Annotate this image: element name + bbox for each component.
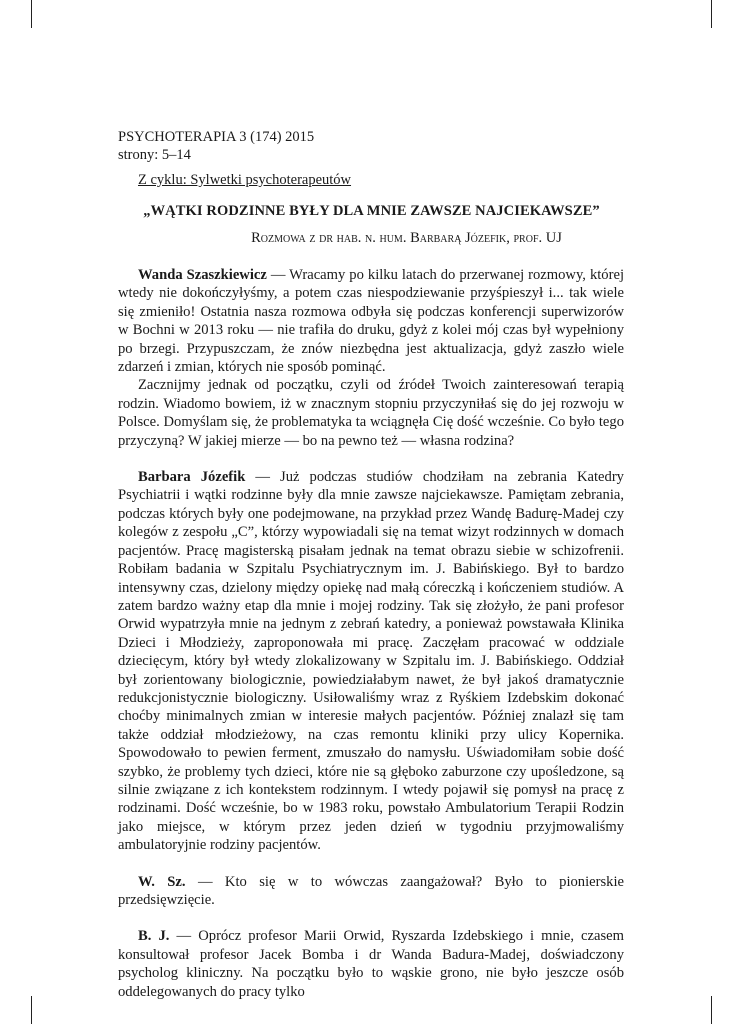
journal-title: PSYCHOTERAPIA 3 (174) 2015 — [118, 129, 315, 145]
speaker-name: B. J. — [138, 928, 170, 945]
journal-header — [118, 128, 314, 164]
paragraph-text: — Oprócz profesor Marii Orwid, Ryszarda Izdebskiego i mnie, czasem konsultował profesor Jacek Bomba i dr Wanda Badura-Madej, doświadczony psycholog kliniczny. Na początku było to wąskie grono, nie było jeszcze osób oddelegowanych do pracy tylko — [118, 928, 625, 1000]
speaker-name: W. Sz. — [138, 873, 186, 890]
article-subtitle: Rozmowa z dr hab. n. hum. Barbarą Józefik, prof. UJ — [251, 230, 562, 246]
speaker-name: Wanda Szaszkiewicz — [138, 267, 267, 283]
paragraph — [118, 927, 624, 1001]
paragraph-text: — Już podczas studiów chodziłam na zebrania Katedry Psychiatrii i wątki rodzinne były dla mnie zawsze najciekawsze. Pamiętam zebrania, podczas których były one podejmowane, na przykład przez Wandę Badurę-Madej czy kolegów z zespołu „C”, którzy wypowiadali się na temat wizyt rodzinnych w domach pacjentów. Pracę magisterską pisałam jednak na temat obrazu siebie w schizofrenii. Robiłam badania w Szpitalu Psychiatrycznym im. J. Babińskiego. Był to bardzo intensywny czas, dzielony między opiekę nad małą córeczką i kończeniem studiów. A zatem bardzo ważny etap dla mnie i mojej rodziny. Tak się złożyło, że pani profesor Orwid wypatrzyła mnie na jednym z zebrań katedry, a ponieważ powstawała Klinika Dzieci i Młodzieży, zaproponowała mi pracę. Zaczęłam pracować w oddziale dziecięcym, który był wtedy zlokalizowany w Szpitalu im. J. Babińskiego. Oddział był zorientowany biologicznie, powiedziałabym nawet, że był jakoś dramatycznie redukcjonistycznie biologiczny. Usiłowaliśmy wraz z Ryśkiem Izdebskim dokonać choćby minimalnych zmian w interesie małych pacjentów. Później znalazł się tam także oddział młodzieżowy, na czas remontu kliniki przy ulicy Kopernika. Spowodowało to pewien ferment, zmuszało do namysłu. Uświadomiłam sobie dość szybko, że problemy tych dzieci, które nie są głęboko zaburzone czy upośledzone, są silnie związane z ich kontekstem rodzinnym. I wtedy pojawił się pomysł na pracę z rodzinami. Dość wcześnie, bo w 1983 roku, powstało Ambulatorium Terapii Rodzin jako miejsce, w którym przez jeden dzień w tygodniu przyjmowaliśmy ambulatoryjnie rodziny pacjentów. — [118, 469, 624, 854]
page-range: strony: 5–14 — [118, 147, 191, 163]
paragraph — [118, 266, 624, 376]
article-body — [118, 266, 624, 1001]
paragraph-text: — Wracamy po kilku latach do przerwanej rozmowy, której wtedy nie dokończyłyśmy, a potem czas niespodziewanie przyśpieszył i... tak wiele się zmieniło! Ostatnia nasza rozmowa odbyła się podczas konferencji superwizorów w Bochni w 2013 roku — nie trafiła do druku, gdyż z kolei mój czas był wypełniony po brzegi. Przypuszczam, że znów niezbędna jest aktualizacja, gdyż zaszło wiele zdarzeń i zmian, których nie sposób pominąć. — [118, 267, 624, 376]
crop-mark-top-right — [711, 0, 712, 28]
crop-mark-bottom-right — [711, 996, 712, 1024]
article-title: „WĄTKI RODZINNE BYŁY DLA MNIE ZAWSZE NAJCIEKAWSZE” — [143, 203, 600, 219]
paragraph — [118, 376, 624, 450]
paragraph-text: Zacznijmy jednak od początku, czyli od źródeł Twoich zainteresowań terapią rodzin. Wiadomo bowiem, iż w znacznym stopniu przyczyniłaś się do jej rozwoju w Polsce. Domyślam się, że problematyka ta wciągnęła Cię dość wcześnie. Co było tego przyczyną? W jakiej mierze — bo na pewno też — własna rodzina? — [118, 377, 624, 449]
crop-mark-bottom-left — [31, 996, 32, 1024]
series-label: Z cyklu: Sylwetki psychoterapeutów — [138, 172, 352, 188]
paragraph — [118, 468, 624, 855]
paragraph-text: — Kto się w to wówczas zaangażował? Było to pionierskie przedsięwzięcie. — [118, 873, 624, 908]
crop-mark-top-left — [31, 0, 32, 28]
paragraph — [118, 873, 624, 910]
speaker-name: Barbara Józefik — [138, 469, 246, 486]
